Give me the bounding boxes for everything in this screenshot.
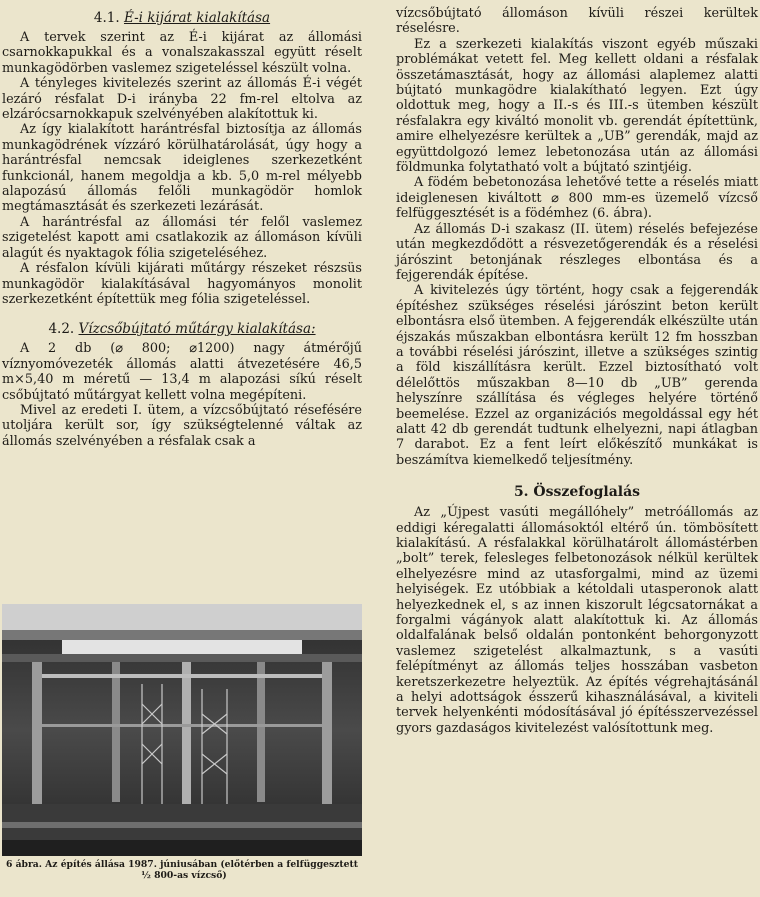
- section-title: É-i kijárat kialakítása: [123, 10, 271, 26]
- section-number: 4.1.: [93, 10, 120, 26]
- paragraph: A 2 db (⌀ 800; ⌀1200) nagy átmérőjű víznyomóvezeték állomás alatti átvezetésére 46,5 m×5,40 m méretű — 13,4 m alapozási síkú réselt csőbújtató műtárgyat kellett volna megépíteni.: [2, 341, 362, 403]
- paragraph: vízcsőbújtató állomáson kívüli részei kerültek réselésre.: [396, 6, 758, 37]
- paragraph: A födém bebetonozása lehetővé tette a réselés miatt ideiglenesen kiváltott ⌀ 800 mm-es üzemelő vízcső felfüggesztését is a födémhez (6. ábra).: [396, 175, 758, 222]
- paragraph: Az így kialakított harántrésfal biztosítja az állomás munkagödrének vízzáró körülhatárolását, úgy hogy a harántrésfal nemcsak ideiglenes szerkezetként funkcionál, hanem megoldja a kb. 5,0 m-rel mélyebb alapozású állomás felőli munkagödör homlok megtámasztását és szerkezeti lezárását.: [2, 122, 362, 215]
- paragraph: A tényleges kivitelezés szerint az állomás É-i végét lezáró résfalat D-i irányba 22 fm-rel eltolva az elzárócsarnokkapuk szelvényében alakítottuk ki.: [2, 76, 362, 123]
- section-5-heading: 5. Összefoglalás: [513, 484, 641, 501]
- caption-line: ½ 800-as vízcső): [141, 870, 227, 881]
- section-title: Vízcsőbújtató műtárgy kialakítása:: [78, 321, 316, 338]
- section-number: 4.2.: [48, 321, 75, 338]
- figure-6: [2, 604, 362, 881]
- paragraph: A harántrésfal az állomási tér felől vaslemez szigetelést kapott ami csatlakozik az állomáson kívüli alagút és nyaktagok fólia szigeteléséhez.: [2, 214, 362, 261]
- figure-caption: [2, 859, 362, 881]
- paragraph: A kivitelezés úgy történt, hogy csak a fejgerendák építéshez szükséges réselési járószint beton került elbontásra első ütemben. A fejgerendák elkészülte után éjszakás műszakban elbontásra került 12 fm hosszban a további réselési járószint, illetve a szükséges szintig a föld kiszállításra került. Ezzel biztosítható volt délelőttös műszakban 8—10 db „UB” gerenda helyszínre szállítása és végleges helyére történő beemelése. Ezzel az organizációs megoldással egy hét alatt 42 db gerendát tudtunk elhelyezni, napi átlagban 7 darabot. Ez a fent leírt előkészítő munkákat is beszámítva kiemelkedő teljesítmény.: [396, 283, 758, 468]
- caption-line: 6 ábra. Az építés állása 1987. júniusában (előtérben a felfüggesztett: [6, 859, 358, 870]
- paragraph: Mivel az eredeti I. ütem, a vízcsőbújtató résefésére utoljára került sor, így szükségtelenné váltak az állomás szelvényében a résfalak csak a: [2, 402, 362, 449]
- paragraph: Az állomás D-i szakasz (II. ütem) réselés befejezése után megkezdődött a résvezetőgerendák és a réselési járószint betonjának részleges elbontása és a fejgerendák építése.: [396, 221, 758, 283]
- right-column: [396, 6, 758, 736]
- paragraph: Ez a szerkezeti kialakítás viszont egyéb műszaki problémákat vetett fel. Meg kellett oldani a résfalak összetámasztását, hogy az állomási alaplemez alatti bújtató munkagödre kialakítható legyen. Ezt úgy oldottuk meg, hogy a II.-s és III.-s ütemben készült résfalakra egy kiváltó monolit vb. gerendát építettünk, amire elhelyezésre kerültek a „UB” gerendák, majd az együttdolgozó lemez lebetonozása után az állomási földmunka folytatható volt a bújtató szintjéig.: [396, 36, 758, 176]
- paragraph: A résfalon kívüli kijárati műtárgy részeket részsüs munkagödör kialakításával hagyományos monolit szerkezetként építettük meg fólia szigeteléssel.: [2, 261, 362, 307]
- paragraph: A tervek szerint az É-i kijárat az állomási csarnokkapukkal és a vonalszakasszal együtt réselt munkagödörben vaslemez szigeteléssel készült volna.: [2, 30, 362, 76]
- section-4-1-heading: [2, 10, 362, 27]
- section-4-2-heading: [2, 321, 362, 338]
- paragraph: Az „Újpest vasúti megállóhely” metróállomás az eddigi kéregalatti állomásoktól eltérő ún. tömbösített kialakítású. A résfalakkal körülhatárolt állomástérben „bolt” terek, felesleges felbetonozások nélkül kerültek elhelyezésre mind az utasforgalmi, mind az üzemi helyiségek. Ez utóbbiak a kétoldali utasperonok alatt helyezkednek el, s az innen kiszorult légcsatornákat a forgalmi vágányok alatt alakítottuk ki. Az állomás oldalfalának belső oldalán pontonként behorgonyzott vaslemez szigetelést alkalmaztunk, s a vasúti felépítményt az állomás teljes hosszában vasbeton keretszerkezetre helyeztük. Az építés végrehajtásánál a helyi adottságok ésszerű kihasználásával, a kiviteli tervek helyenkénti módosításával jó építésszervezéssel gyors gazdaságos kivitelezést valósítottunk meg.: [396, 505, 758, 736]
- left-column: [2, 6, 362, 449]
- construction-photo: [2, 604, 362, 856]
